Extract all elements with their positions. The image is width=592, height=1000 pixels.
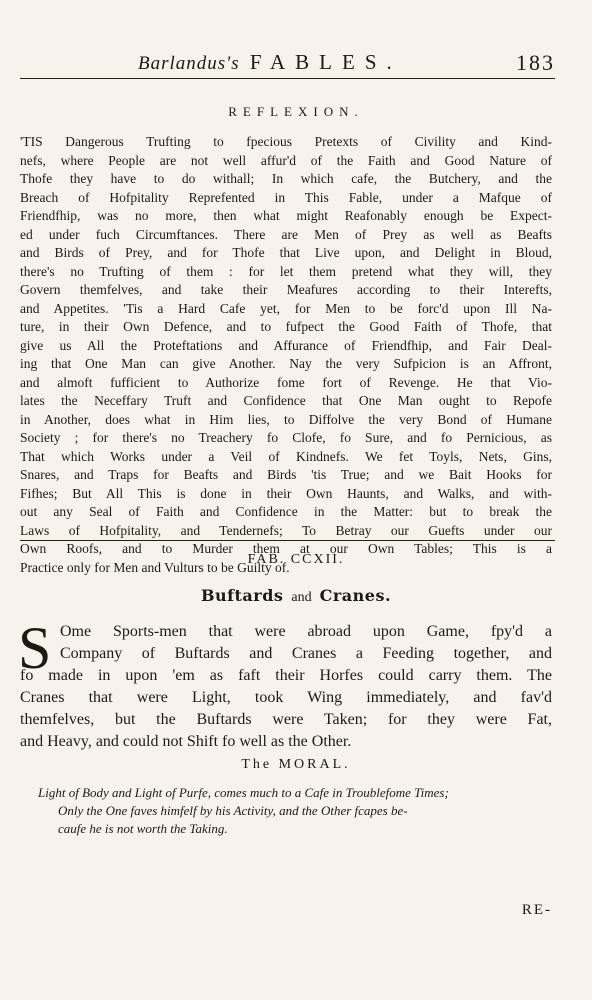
moral-line: Only the One faves himfelf by his Activity, and the Other fcapes be- [58,803,408,818]
reflexion-line: Snares, and Traps for Beafts and Birds 'tis True; and we Bait Hooks for [20,467,552,482]
reflexion-line: and Appetites. 'Tis a Hard Cafe yet, for Men to be forc'd upon Ill Na- [20,300,552,316]
reflexion-line: and Birds of Prey, and for Thofe that Live upon, and Delight in Bloud, [20,245,552,260]
reflexion-line: Practice only for Men and Vulturs to be Guilty of. [20,559,290,575]
fable-number: FAB. CCXII. [247,552,345,567]
moral-heading: The MORAL. [241,757,351,772]
running-fables: FABLES. [249,50,402,74]
section-rule [20,540,555,541]
reflexion-line: Fifhes; But All This is done in their Own Haunts, and Walks, and with- [20,485,552,501]
fable-line: Ome Sports-men that were abroad upon Game, fpy'd a [60,623,552,640]
fable-title-bustards: Buftards [200,586,284,605]
reflexion-line: ed under fuch Circumftances. There are Men of Prey as well as Beafts [20,226,552,242]
reflexion-line: Thofe they have to do withall; In which cafe, the Butchery, and the [20,171,552,186]
reflexion-heading: REFLEXION. [228,104,364,119]
header-rule [20,78,555,79]
reflexion-line: Own Roofs, and to Murder them at our Own Tables; This is a [20,541,552,556]
fable-title [0,586,592,606]
reflexion-line: Society ; for there's no Treachery fo Clofe, fo Sure, and fo Pernicious, as [20,430,552,445]
reflexion-line: there's no Trufting of them : for let them pretend what they will, they [20,263,552,279]
fable-text [20,621,552,753]
running-title [138,50,402,75]
moral-line: Light of Body and Light of Purfe, comes much to a Cafe in Troublefome Times; [38,785,449,800]
fable-title-cranes: Cranes. [319,586,392,605]
fable-line: themfelves, but the Buftards were Taken; for they were Fat, [20,711,552,728]
reflexion-line: and almoft fufficient to Authorize fome fort of Revenge. He that Vio- [20,374,552,390]
reflexion-text [20,133,552,577]
reflexion-line: out any Seal of Faith and Confidence in the Matter: but to break the [20,504,552,519]
reflexion-line: ture, in their Own Defence, and to fufpect the Good Faith of Thofe, that [20,319,552,334]
reflexion-line: 'TIS Dangerous Trufting to fpecious Pretexts of Civility and Kind- [20,134,552,149]
page-number: 183 [516,50,555,75]
reflexion-line: lates the Neceffary Truft and Confidence that One Man ought to Repofe [20,393,552,408]
fable-line: fo made in upon 'em as faft their Horfes could carry them. The [20,667,552,684]
catchword: RE- [521,902,552,918]
running-author: Barlandus's [138,53,240,74]
fable-line: Cranes that were Light, took Wing immediately, and fav'd [20,689,552,706]
reflexion-line: give us All the Proteftations and Affurance of Friendfhip, and Fair Deal- [20,337,552,353]
reflexion-line: Govern themfelves, and take their Meafures according to their Interefts, [20,282,552,297]
reflexion-line: Breach of Hofpitality Reprefented in This Fable, under a Mafque of [20,189,552,205]
fable-line: and Heavy, and could not Shift fo well as the Other. [20,733,352,750]
moral-text [38,784,538,838]
fable-title-and: and [291,590,312,605]
reflexion-line: That which Works under a Veil of Kindnefs. We fet Toyls, Nets, Gins, [20,448,552,464]
reflexion-line: nefs, where People are not well affur'd of the Faith and Good Nature of [20,152,552,168]
reflexion-line: Laws of Hofpitality, and Tendernefs; To Betray our Guefts under our [20,522,552,538]
reflexion-line: ing that One Man can give Another. Nay the very Sufpicion is an Affront, [20,356,552,371]
reflexion-line: in Another, does what in Him lies, to Diffolve the very Bond of Humane [20,411,552,427]
drop-cap: S [18,615,52,681]
fable-line: Company of Buftards and Cranes a Feeding together, and [60,645,552,662]
reflexion-line: Friendfhip, was no more, then what might Reafonably enough be Expect- [20,208,552,223]
moral-line: caufe he is not worth the Taking. [58,821,228,836]
